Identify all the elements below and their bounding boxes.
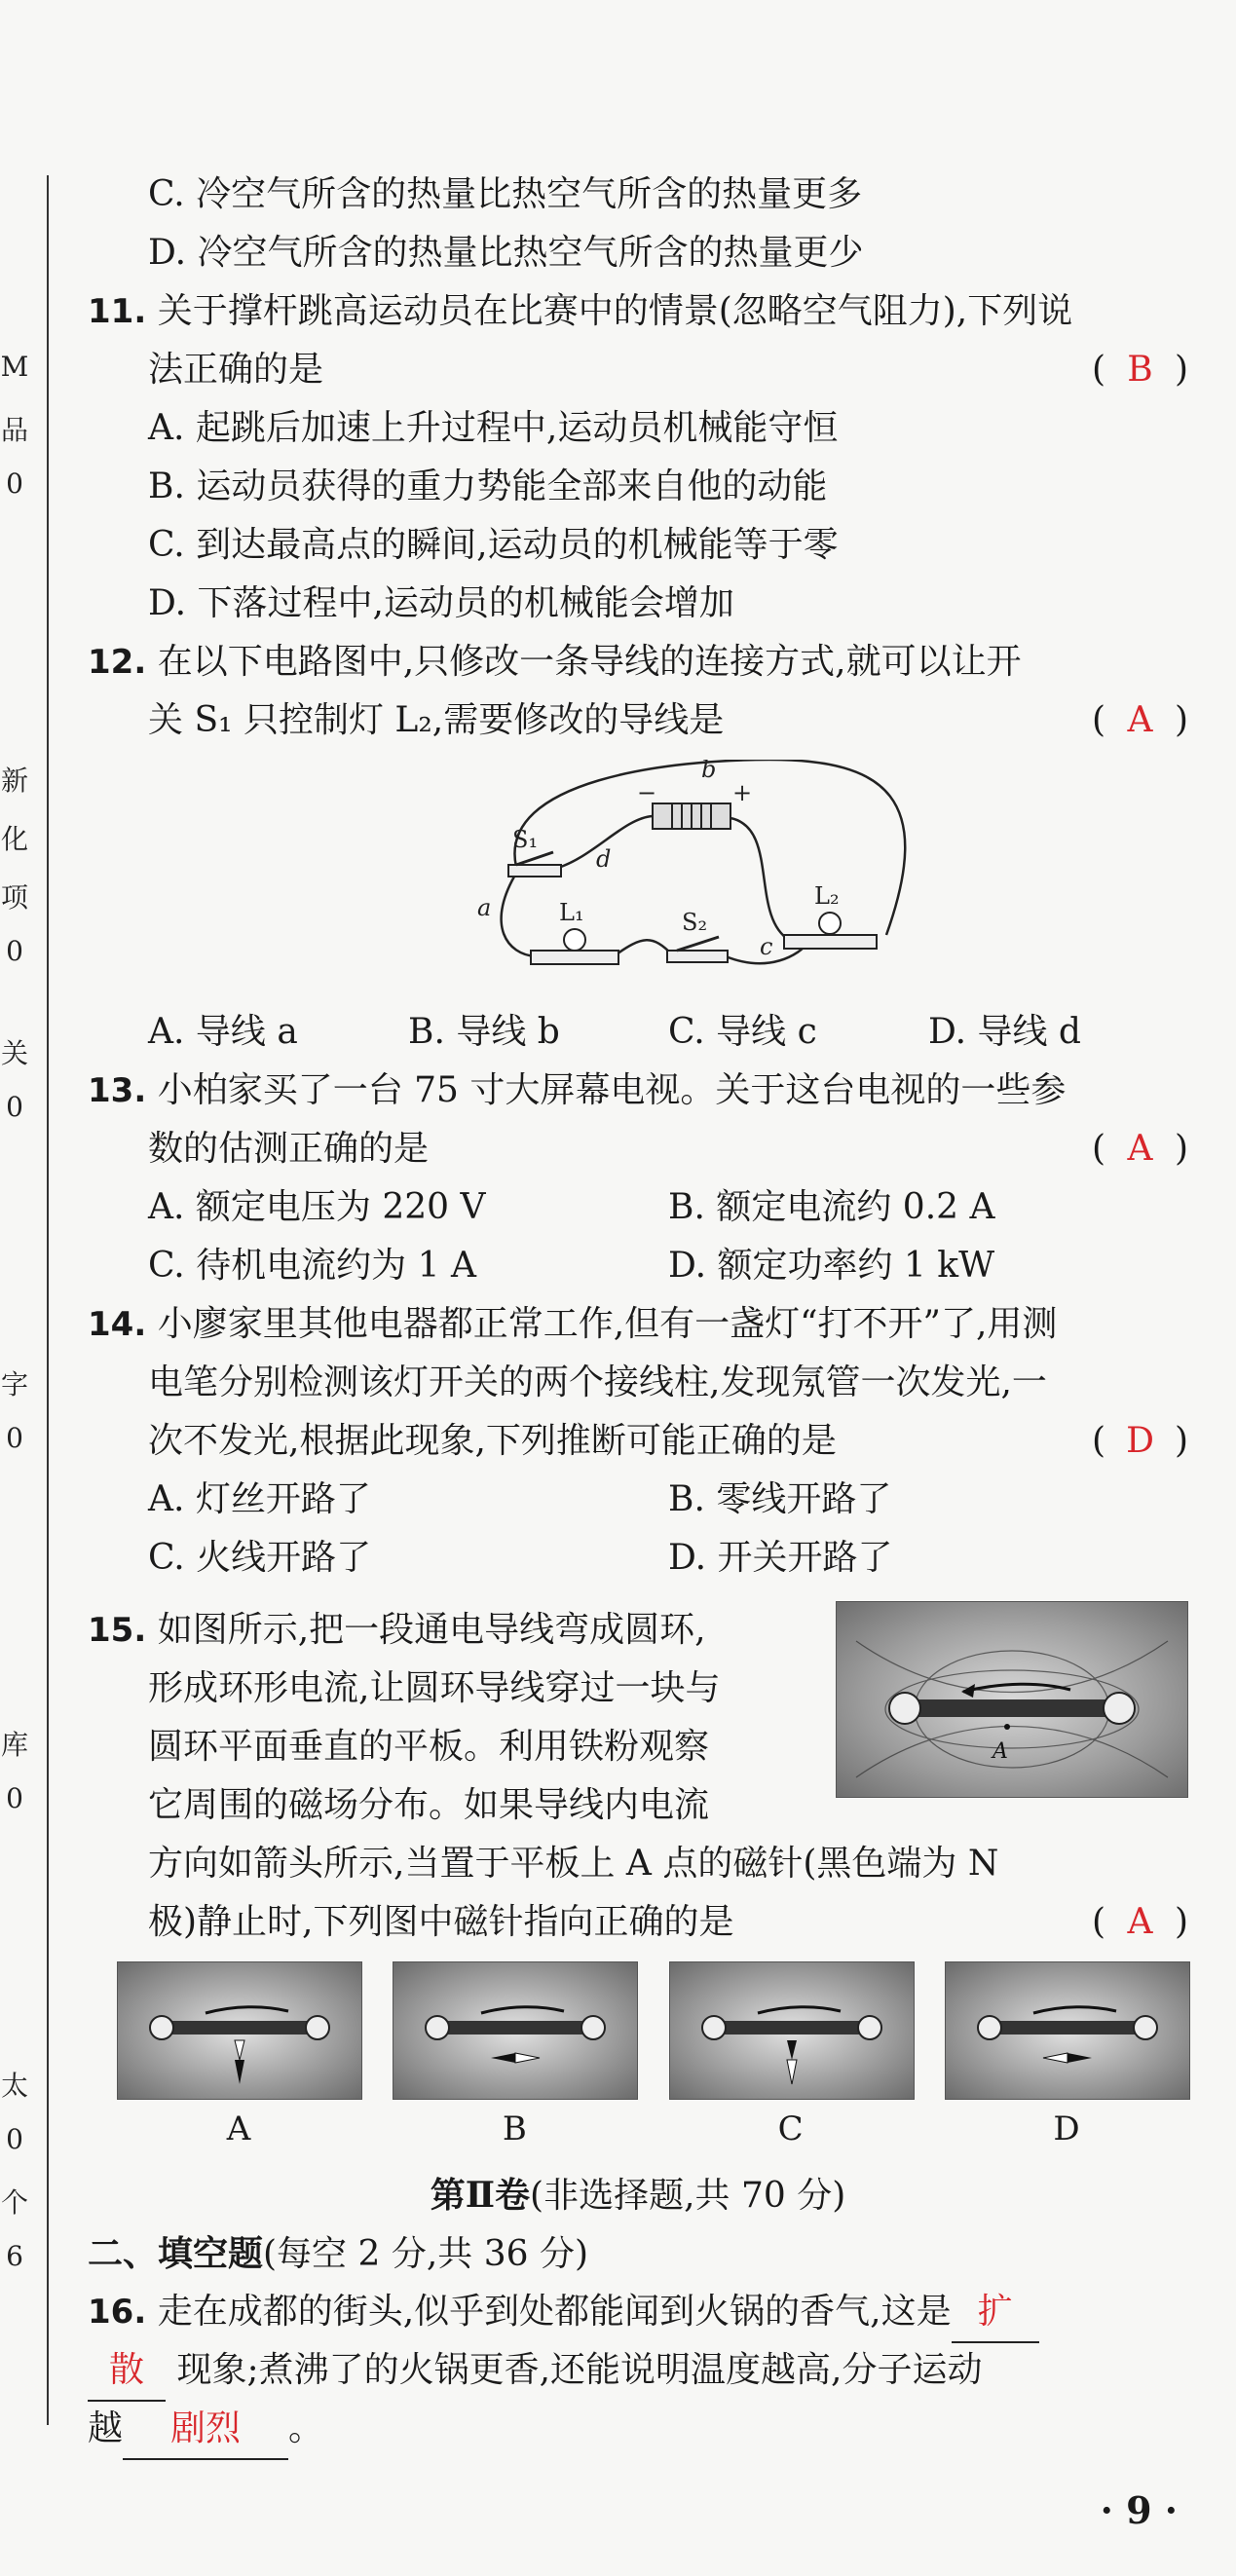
q14-option-b: B. 零线开路了 <box>668 1479 892 1519</box>
q14-stem-line2: 电笔分别检测该灯开关的两个接线柱,发现氖管一次发光,一 <box>148 1363 1047 1402</box>
q15-choice-b <box>393 1961 636 2158</box>
q13-option-c: C. 待机电流约为 1 A <box>148 1246 476 1286</box>
circuit-svg <box>477 760 945 984</box>
lamp-l2 <box>819 913 841 934</box>
q15-answer: A <box>1127 1902 1153 1942</box>
q15-photo-point-label: A <box>993 1739 1008 1764</box>
q12-answer-box: ( A ) <box>1092 691 1188 750</box>
margin-fragment: 0 <box>6 1422 23 1454</box>
section-2-title: 第Ⅱ卷 <box>430 2175 531 2216</box>
q16-line3 <box>88 2400 1188 2458</box>
label-d: d <box>596 845 612 873</box>
q15-stem-line4: 它周围的磁场分布。如果导线内电流 <box>148 1785 710 1825</box>
label-c: c <box>760 933 773 960</box>
q13-options-row2 <box>88 1237 1188 1295</box>
q12-circuit-diagram <box>88 760 1188 984</box>
q11-stem <box>88 282 1188 341</box>
q15-choice-d <box>945 1961 1188 2158</box>
q15-choice-d-label: D <box>1053 2109 1080 2148</box>
q16-text3: 越 <box>88 2408 124 2448</box>
margin-fragment: 0 <box>6 935 23 967</box>
q14-answer-box: ( D ) <box>1092 1412 1188 1471</box>
wire-battery-l2 <box>730 818 789 940</box>
q11-option-a: A. 起跳后加速上升过程中,运动员机械能守恒 <box>148 408 839 448</box>
lamp-base-l1 <box>531 951 618 964</box>
part-2-subtitle: (每空 2 分,共 36 分) <box>263 2234 589 2274</box>
margin-fragment: 0 <box>6 1091 23 1123</box>
q16-text2: 现象;煮沸了的火锅更香,还能说明温度越高,分子运动 <box>176 2350 983 2390</box>
binding-line <box>47 175 49 2425</box>
q12-stem-line1: 在以下电路图中,只修改一条导线的连接方式,就可以让开 <box>157 642 1022 682</box>
q13-answer-box: ( A ) <box>1092 1120 1188 1178</box>
q15-choice-b-photo <box>393 1961 638 2100</box>
q15-stem-line2: 形成环形电流,让圆环导线穿过一块与 <box>148 1668 721 1708</box>
q14-number: 14. <box>88 1305 147 1344</box>
page-number: · 9 · <box>1100 2488 1178 2532</box>
q14-stem-line1: 小廖家里其他电器都正常工作,但有一盏灯“打不开”了,用测 <box>157 1304 1058 1344</box>
part-2-heading <box>88 2224 1188 2283</box>
q11-stem-line2: 法正确的是 <box>148 350 324 390</box>
q14-options-row2 <box>88 1529 1188 1587</box>
wire-l1-s2 <box>614 940 672 956</box>
q16-blank2: 剧烈 <box>123 2400 288 2460</box>
q11-answer: B <box>1127 350 1153 390</box>
q11-option-c: C. 到达最高点的瞬间,运动员的机械能等于零 <box>148 525 839 565</box>
switch-s2 <box>667 951 728 962</box>
q13-answer: A <box>1127 1129 1153 1169</box>
q15-choice-a <box>117 1961 360 2158</box>
q16-blank1-part1: 扩 <box>952 2283 1039 2343</box>
section-2-heading <box>88 2166 1188 2224</box>
q11-stem-2 <box>88 341 1188 399</box>
margin-fragment: 0 <box>6 467 23 500</box>
q11-answer-box: ( B ) <box>1092 341 1188 399</box>
label-l2: L₂ <box>814 882 840 910</box>
q10-option-d: D. 冷空气所含的热量比热空气所含的热量更少 <box>148 233 864 273</box>
wire-a <box>502 877 536 956</box>
q15-choice-c-photo <box>669 1961 915 2100</box>
margin-fragment: 0 <box>6 2123 23 2155</box>
q16-text4: 。 <box>288 2408 324 2448</box>
margin-fragment: 库 <box>0 1729 28 1761</box>
part-2-title: 二、填空题 <box>88 2233 264 2274</box>
q14-stem <box>88 1295 1188 1354</box>
q15-choice-a-photo <box>117 1961 362 2100</box>
q16-text1: 走在成都的街头,似乎到处都能闻到火锅的香气,这是 <box>157 2292 952 2332</box>
margin-fragment: 品 <box>0 414 28 446</box>
q15-choice-a-label: A <box>226 2109 251 2148</box>
margin-fragment: 6 <box>6 2240 23 2272</box>
q12-options <box>88 1003 1188 1062</box>
switch-s1 <box>508 865 561 877</box>
q13-option-d: D. 额定功率约 1 kW <box>668 1246 995 1286</box>
q15-stem-line5: 方向如箭头所示,当置于平板上 A 点的磁针(黑色端为 N <box>148 1844 999 1884</box>
q12-option-d: D. 导线 d <box>928 1012 1081 1052</box>
q10-option-c: C. 冷空气所含的热量比热空气所含的热量更多 <box>148 174 863 214</box>
q13-stem-line1: 小柏家买了一台 75 寸大屏幕电视。关于这台电视的一些参 <box>157 1070 1067 1110</box>
q11-option-b: B. 运动员获得的重力势能全部来自他的动能 <box>148 467 828 506</box>
q12-number: 12. <box>88 643 147 682</box>
q11-option-d: D. 下落过程中,运动员的机械能会增加 <box>148 583 734 623</box>
q14-option-d: D. 开关开路了 <box>668 1538 893 1578</box>
q13-number: 13. <box>88 1071 147 1110</box>
q12-stem-line2: 关 S₁ 只控制灯 L₂,需要修改的导线是 <box>148 700 725 740</box>
section-2-subtitle: (非选择题,共 70 分) <box>530 2176 846 2216</box>
q15-stem-1 <box>88 1601 1188 1660</box>
margin-fragment: 个 <box>0 2186 28 2219</box>
q15-stem-line3: 圆环平面垂直的平板。利用铁粉观察 <box>148 1727 710 1767</box>
label-b: b <box>701 760 717 783</box>
q15-choice-c <box>669 1961 913 2158</box>
label-minus: − <box>637 779 657 806</box>
margin-fragment: 化 <box>0 823 28 855</box>
label-plus: + <box>732 779 753 806</box>
q14-answer: D <box>1126 1421 1154 1461</box>
q14-options-row1 <box>88 1471 1188 1529</box>
q15-choice-photos <box>88 1961 1188 2158</box>
margin-fragment: 字 <box>0 1368 28 1400</box>
q12-stem-2 <box>88 691 1188 750</box>
q12-option-c: C. 导线 c <box>668 1012 817 1052</box>
q15-stem-line6: 极)静止时,下列图中磁针指向正确的是 <box>148 1902 734 1942</box>
q12-option-b: B. 导线 b <box>408 1012 560 1052</box>
q14-stem-3 <box>88 1412 1188 1471</box>
margin-fragment: 新 <box>0 765 28 797</box>
q15-number: 15. <box>88 1611 147 1650</box>
q15-answer-box: ( A ) <box>1092 1893 1188 1952</box>
q16-blank1-part2: 散 <box>88 2341 166 2402</box>
lamp-base-l2 <box>784 935 877 949</box>
q15-choice-b-label: B <box>502 2109 527 2148</box>
q12-stem <box>88 633 1188 691</box>
q13-option-a: A. 额定电压为 220 V <box>148 1187 486 1227</box>
q11-number: 11. <box>88 292 147 331</box>
q12-option-a: A. 导线 a <box>148 1012 298 1052</box>
margin-fragment: 项 <box>0 881 28 914</box>
exam-page <box>88 166 1188 2458</box>
q14-option-a: A. 灯丝开路了 <box>148 1479 371 1519</box>
q15-choice-d-photo <box>945 1961 1190 2100</box>
q13-stem <box>88 1062 1188 1120</box>
margin-fragment: M <box>0 351 29 383</box>
margin-fragment: 关 <box>0 1037 28 1069</box>
q13-stem-2 <box>88 1120 1188 1178</box>
q14-option-c: C. 火线开路了 <box>148 1538 372 1578</box>
lamp-l1 <box>564 929 585 951</box>
q13-stem-line2: 数的估测正确的是 <box>148 1129 430 1169</box>
label-s1: S₁ <box>512 826 539 853</box>
q15-stem-line1: 如图所示,把一段通电导线弯成圆环, <box>157 1610 706 1650</box>
margin-fragment: 0 <box>6 1782 23 1814</box>
q16-number: 16. <box>88 2293 147 2332</box>
q15-choice-c-label: C <box>777 2109 804 2148</box>
q15-stem-6 <box>88 1893 1188 1952</box>
q16-line2 <box>88 2341 1188 2400</box>
q13-option-b: B. 额定电流约 0.2 A <box>668 1187 995 1227</box>
label-s2: S₂ <box>682 909 708 936</box>
q11-stem-line1: 关于撑杆跳高运动员在比赛中的情景(忽略空气阻力),下列说 <box>157 291 1073 331</box>
margin-fragment: 太 <box>0 2070 28 2102</box>
label-l1: L₁ <box>559 899 584 926</box>
q15-block <box>88 1601 1188 1952</box>
label-a: a <box>477 894 492 921</box>
q16-line1 <box>88 2283 1188 2341</box>
q14-stem-line3: 次不发光,根据此现象,下列推断可能正确的是 <box>148 1421 837 1461</box>
q13-options-row1 <box>88 1178 1188 1237</box>
q12-answer: A <box>1127 700 1153 740</box>
